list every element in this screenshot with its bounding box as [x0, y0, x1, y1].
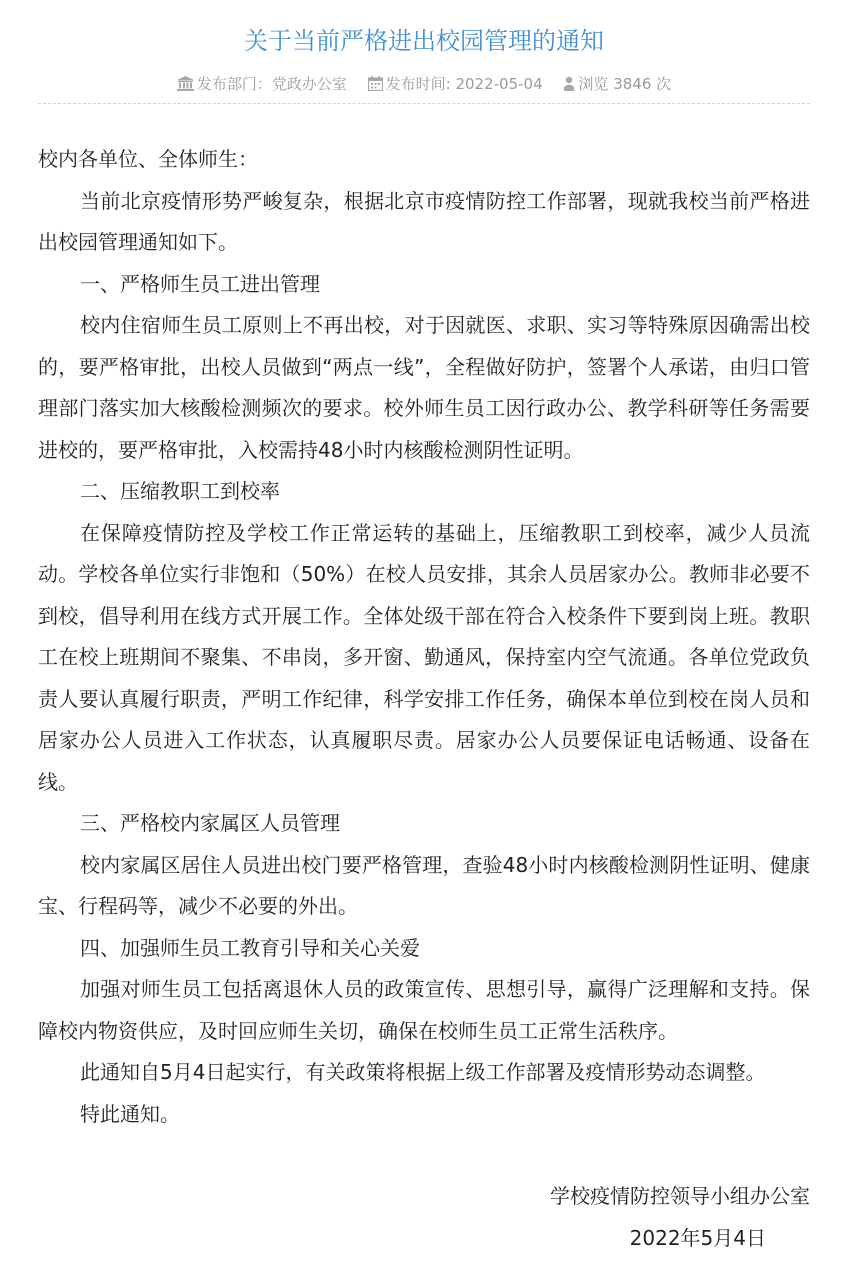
- section-1-body: 校内住宿师生员工原则上不再出校，对于因就医、求职、实习等特殊原因确需出校的，要严格审批，出校人员做到“两点一线”，全程做好防护，签署个人承诺，由归口管理部门落实加大核酸检测频次的要求。校外师生员工因行政办公、教学科研等任务需要进校的，要严格审批，入校需持48小时内核酸检测阴性证明。: [38, 313, 810, 462]
- section-3-heading: 三、严格校内家属区人员管理: [80, 811, 340, 835]
- article-meta: [0, 72, 848, 96]
- article-body: [38, 139, 810, 1135]
- department-meta: [177, 72, 347, 96]
- department-text: 发布部门：党政办公室: [196, 75, 347, 93]
- section-2-body: 在保障疫情防控及学校工作正常运转的基础上，压缩教职工到校率，减少人员流动。学校各单位实行非饱和（50%）在校人员安排，其余人员居家办公。教师非必要不到校，倡导利用在线方式开展工作。全体处级干部在符合入校条件下要到岗上班。教职工在校上班期间不聚集、不串岗，多开窗、勤通风，保持室内空气流通。各单位党政负责人要认真履行职责，严明工作纪律，科学安排工作任务，确保本单位到校在岗人员和居家办公人员进入工作状态，认真履职尽责。居家办公人员要保证电话畅通、设备在线。: [38, 520, 810, 794]
- building-icon: [177, 76, 194, 91]
- publish-time-meta: [368, 72, 543, 96]
- title-divider: [38, 103, 810, 104]
- user-icon: [563, 76, 575, 91]
- article-title: 关于当前严格进出校园管理的通知: [244, 27, 604, 55]
- intro-paragraph: 当前北京疫情形势严峻复杂，根据北京市疫情防控工作部署，现就我校当前严格进出校园管理通知如下。: [38, 188, 810, 254]
- signature-date: 2022年5月4日: [629, 1226, 766, 1250]
- section-2-heading: 二、压缩教职工到校率: [80, 479, 280, 503]
- section-1-heading: 一、严格师生员工进出管理: [80, 271, 320, 296]
- views-text: 浏览 3846 次: [578, 75, 672, 93]
- closing-line: 特此通知。: [80, 1101, 180, 1126]
- section-4-heading: 四、加强师生员工教育引导和关心关爱: [80, 935, 420, 960]
- salutation: 校内各单位、全体师生：: [38, 147, 258, 171]
- signature: 学校疫情防控领导小组办公室: [550, 1184, 810, 1208]
- effective-notice: 此通知自5月4日起实行，有关政策将根据上级工作部署及疫情形势动态调整。: [80, 1060, 766, 1084]
- views-meta: [563, 72, 671, 96]
- calendar-icon: [368, 76, 383, 91]
- section-4-body: 加强对师生员工包括离退休人员的政策宣传、思想引导，赢得广泛理解和支持。保障校内物资供应，及时回应师生关切，确保在校师生员工正常生活秩序。: [38, 977, 810, 1043]
- publish-time-text: 发布时间: 2022-05-04: [385, 75, 543, 93]
- section-3-body: 校内家属区居住人员进出校门要严格管理，查验48小时内核酸检测阴性证明、健康宝、行程码等，减少不必要的外出。: [38, 852, 810, 918]
